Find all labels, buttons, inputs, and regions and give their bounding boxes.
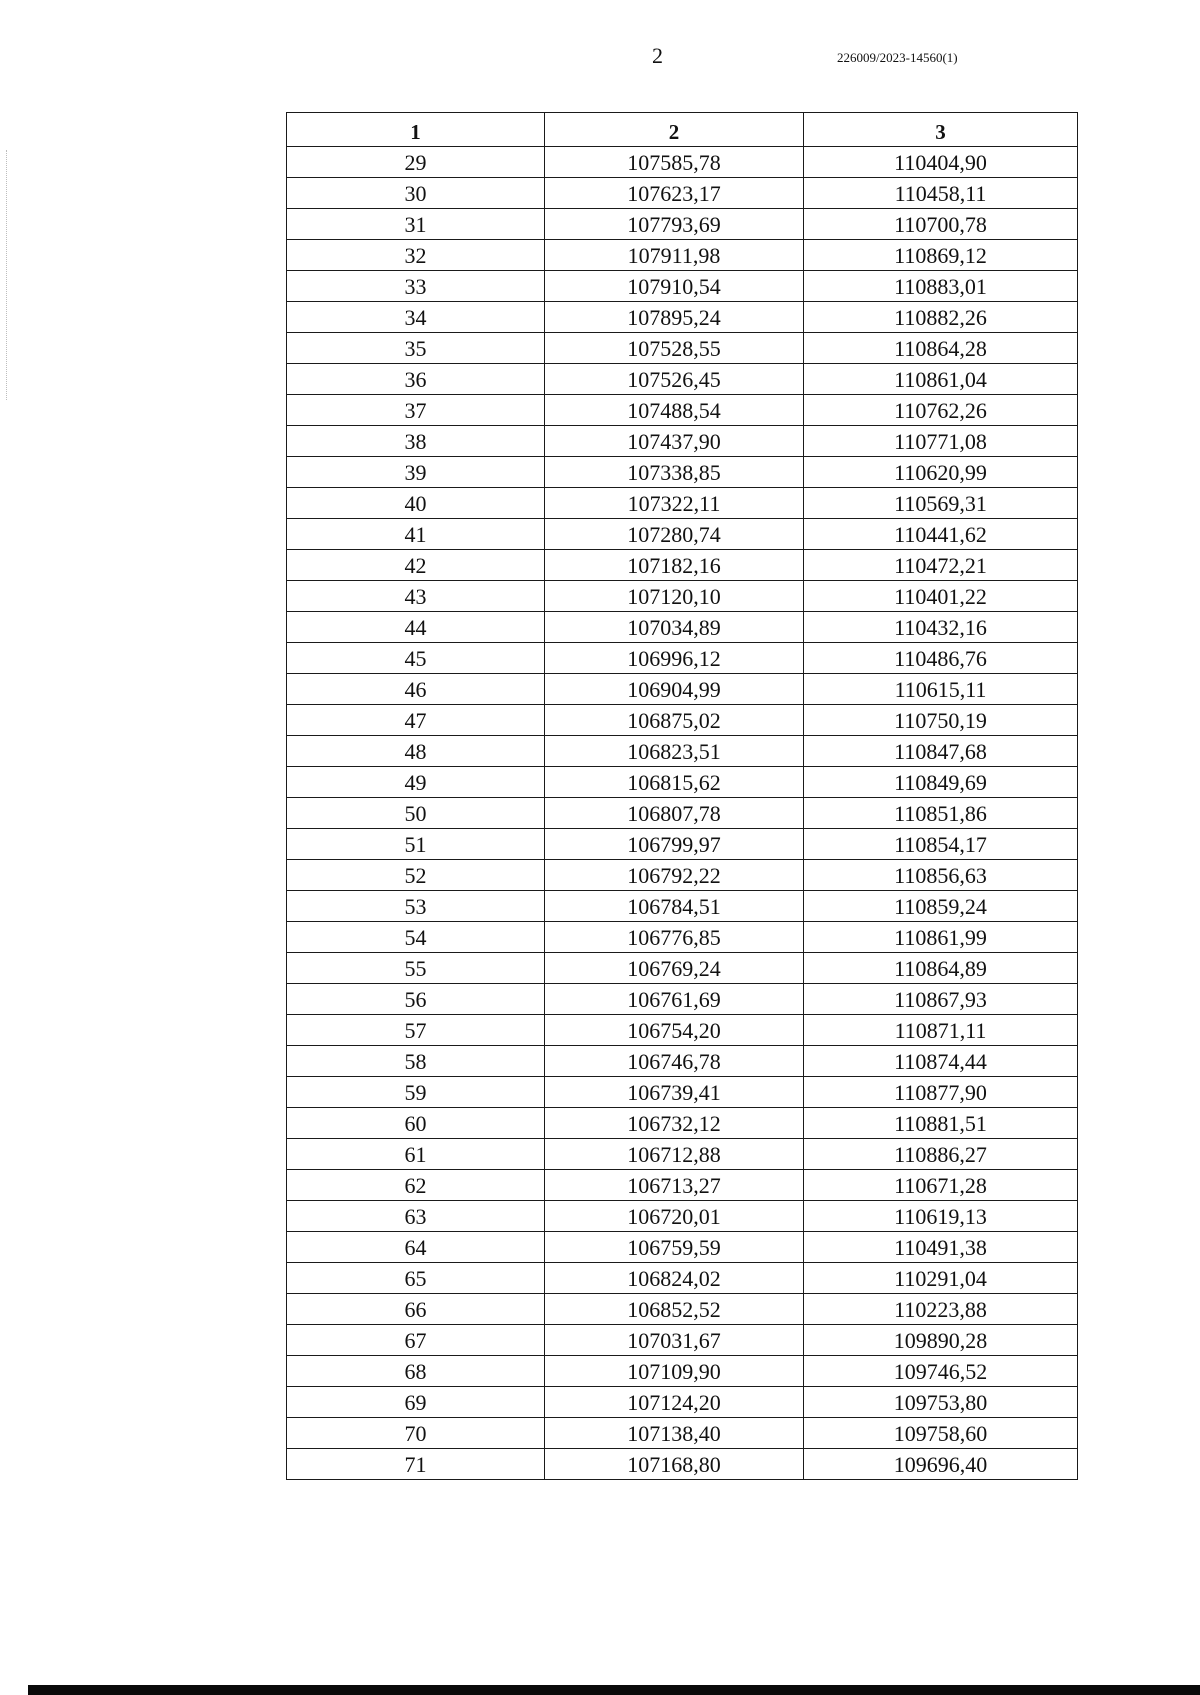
table-cell: 43: [287, 581, 545, 612]
table-cell: 110864,28: [804, 333, 1078, 364]
table-cell: 107526,45: [545, 364, 804, 395]
table-cell: 61: [287, 1139, 545, 1170]
table-cell: 106761,69: [545, 984, 804, 1015]
table-cell: 56: [287, 984, 545, 1015]
table-cell: 42: [287, 550, 545, 581]
table-row: [287, 519, 1078, 550]
table-cell: 41: [287, 519, 545, 550]
table-cell: 46: [287, 674, 545, 705]
table-row: [287, 395, 1078, 426]
table-row: [287, 209, 1078, 240]
table-cell: 110620,99: [804, 457, 1078, 488]
table-cell: 110671,28: [804, 1170, 1078, 1201]
table-cell: 30: [287, 178, 545, 209]
table-cell: 110883,01: [804, 271, 1078, 302]
table-cell: 45: [287, 643, 545, 674]
table-cell: 107120,10: [545, 581, 804, 612]
table-row: [287, 178, 1078, 209]
table-cell: 110871,11: [804, 1015, 1078, 1046]
table-row: [287, 643, 1078, 674]
table-row: [287, 550, 1078, 581]
table-cell: 33: [287, 271, 545, 302]
table-cell: 110854,17: [804, 829, 1078, 860]
table-cell: 109753,80: [804, 1387, 1078, 1418]
table-body: [287, 147, 1078, 1480]
table-cell: 106792,22: [545, 860, 804, 891]
table-row: [287, 798, 1078, 829]
table-cell: 106784,51: [545, 891, 804, 922]
table-cell: 31: [287, 209, 545, 240]
table-cell: 107322,11: [545, 488, 804, 519]
table-cell: 106807,78: [545, 798, 804, 829]
table-cell: 107031,67: [545, 1325, 804, 1356]
table-cell: 107793,69: [545, 209, 804, 240]
table-cell: 36: [287, 364, 545, 395]
table-cell: 110849,69: [804, 767, 1078, 798]
table-cell: 106823,51: [545, 736, 804, 767]
table-cell: 59: [287, 1077, 545, 1108]
table-cell: 106739,41: [545, 1077, 804, 1108]
page-number: 2: [652, 43, 663, 68]
column-header: 1: [287, 113, 545, 147]
table-cell: 37: [287, 395, 545, 426]
table-cell: 107623,17: [545, 178, 804, 209]
table-row: [287, 1108, 1078, 1139]
table-cell: 110404,90: [804, 147, 1078, 178]
table-cell: 110223,88: [804, 1294, 1078, 1325]
table-row: [287, 891, 1078, 922]
table-cell: 35: [287, 333, 545, 364]
table-cell: 50: [287, 798, 545, 829]
table-cell: 106746,78: [545, 1046, 804, 1077]
table-row: [287, 1046, 1078, 1077]
table-cell: 110856,63: [804, 860, 1078, 891]
table-cell: 107124,20: [545, 1387, 804, 1418]
table-cell: 110569,31: [804, 488, 1078, 519]
table-cell: 106799,97: [545, 829, 804, 860]
table-cell: 107182,16: [545, 550, 804, 581]
table-cell: 63: [287, 1201, 545, 1232]
table-row: [287, 1232, 1078, 1263]
table-row: [287, 240, 1078, 271]
table-row: [287, 271, 1078, 302]
table-cell: 32: [287, 240, 545, 271]
table-row: [287, 364, 1078, 395]
table-row: [287, 1015, 1078, 1046]
table-cell: 107911,98: [545, 240, 804, 271]
table-cell: 38: [287, 426, 545, 457]
table-row: [287, 674, 1078, 705]
table-cell: 48: [287, 736, 545, 767]
table-cell: 57: [287, 1015, 545, 1046]
table-cell: 109890,28: [804, 1325, 1078, 1356]
table-row: [287, 147, 1078, 178]
table-cell: 106904,99: [545, 674, 804, 705]
table-cell: 107109,90: [545, 1356, 804, 1387]
table-cell: 47: [287, 705, 545, 736]
table-cell: 110291,04: [804, 1263, 1078, 1294]
table-row: [287, 581, 1078, 612]
document-reference: 226009/2023-14560(1): [837, 50, 958, 65]
table-cell: 107437,90: [545, 426, 804, 457]
scan-edge-bar: [28, 1685, 1200, 1695]
table-cell: 109758,60: [804, 1418, 1078, 1449]
table-row: [287, 1170, 1078, 1201]
table-row: [287, 767, 1078, 798]
table-cell: 110491,38: [804, 1232, 1078, 1263]
table-cell: 107910,54: [545, 271, 804, 302]
table-cell: 106776,85: [545, 922, 804, 953]
table-header-row: [287, 113, 1078, 147]
table-cell: 110619,13: [804, 1201, 1078, 1232]
table-cell: 106754,20: [545, 1015, 804, 1046]
table-cell: 110874,44: [804, 1046, 1078, 1077]
table-row: [287, 984, 1078, 1015]
table-cell: 58: [287, 1046, 545, 1077]
table-row: [287, 302, 1078, 333]
table-cell: 110864,89: [804, 953, 1078, 984]
table-cell: 67: [287, 1325, 545, 1356]
table-cell: 110615,11: [804, 674, 1078, 705]
table-row: [287, 1325, 1078, 1356]
table-cell: 110847,68: [804, 736, 1078, 767]
table-cell: 110441,62: [804, 519, 1078, 550]
table-row: [287, 1418, 1078, 1449]
table-cell: 110700,78: [804, 209, 1078, 240]
table-cell: 106815,62: [545, 767, 804, 798]
table-cell: 107528,55: [545, 333, 804, 364]
table-cell: 110881,51: [804, 1108, 1078, 1139]
column-header: 3: [804, 113, 1078, 147]
table-cell: 54: [287, 922, 545, 953]
table-cell: 110771,08: [804, 426, 1078, 457]
table-cell: 106732,12: [545, 1108, 804, 1139]
table-cell: 52: [287, 860, 545, 891]
table-cell: 60: [287, 1108, 545, 1139]
table-row: [287, 612, 1078, 643]
table-cell: 53: [287, 891, 545, 922]
table-cell: 55: [287, 953, 545, 984]
table-cell: 110762,26: [804, 395, 1078, 426]
table-cell: 110869,12: [804, 240, 1078, 271]
table-cell: 106759,59: [545, 1232, 804, 1263]
table-cell: 110401,22: [804, 581, 1078, 612]
column-header: 2: [545, 113, 804, 147]
table-row: [287, 1139, 1078, 1170]
table-cell: 110886,27: [804, 1139, 1078, 1170]
table-row: [287, 1201, 1078, 1232]
table-cell: 110851,86: [804, 798, 1078, 829]
table-row: [287, 922, 1078, 953]
table-cell: 34: [287, 302, 545, 333]
table-cell: 107280,74: [545, 519, 804, 550]
table-row: [287, 426, 1078, 457]
table-row: [287, 829, 1078, 860]
table-cell: 106769,24: [545, 953, 804, 984]
table-cell: 110432,16: [804, 612, 1078, 643]
table-cell: 110750,19: [804, 705, 1078, 736]
table-cell: 110861,99: [804, 922, 1078, 953]
table-cell: 69: [287, 1387, 545, 1418]
table-cell: 51: [287, 829, 545, 860]
table-cell: 110882,26: [804, 302, 1078, 333]
table-cell: 62: [287, 1170, 545, 1201]
table-cell: 107895,24: [545, 302, 804, 333]
table-cell: 110877,90: [804, 1077, 1078, 1108]
table-row: [287, 705, 1078, 736]
table-cell: 71: [287, 1449, 545, 1480]
table-cell: 49: [287, 767, 545, 798]
table-cell: 107138,40: [545, 1418, 804, 1449]
table-row: [287, 953, 1078, 984]
table-cell: 65: [287, 1263, 545, 1294]
table-cell: 110867,93: [804, 984, 1078, 1015]
table-row: [287, 1449, 1078, 1480]
table-row: [287, 1294, 1078, 1325]
table-cell: 110458,11: [804, 178, 1078, 209]
table-cell: 109696,40: [804, 1449, 1078, 1480]
table-cell: 68: [287, 1356, 545, 1387]
table-cell: 110861,04: [804, 364, 1078, 395]
table-cell: 40: [287, 488, 545, 519]
table-cell: 39: [287, 457, 545, 488]
table-cell: 107034,89: [545, 612, 804, 643]
table-cell: 106824,02: [545, 1263, 804, 1294]
table-cell: 106712,88: [545, 1139, 804, 1170]
table-cell: 110859,24: [804, 891, 1078, 922]
table-cell: 44: [287, 612, 545, 643]
table-cell: 70: [287, 1418, 545, 1449]
table-cell: 64: [287, 1232, 545, 1263]
coordinates-table: [286, 112, 1078, 1480]
scan-margin-marks: [6, 150, 9, 400]
table-row: [287, 1077, 1078, 1108]
table-cell: 110472,21: [804, 550, 1078, 581]
table-cell: 106852,52: [545, 1294, 804, 1325]
table-row: [287, 1263, 1078, 1294]
table-cell: 107585,78: [545, 147, 804, 178]
table-row: [287, 1387, 1078, 1418]
table-cell: 107488,54: [545, 395, 804, 426]
table-row: [287, 333, 1078, 364]
table-cell: 66: [287, 1294, 545, 1325]
table-cell: 29: [287, 147, 545, 178]
table-row: [287, 1356, 1078, 1387]
table-row: [287, 457, 1078, 488]
table-cell: 107338,85: [545, 457, 804, 488]
table-cell: 106713,27: [545, 1170, 804, 1201]
table-cell: 110486,76: [804, 643, 1078, 674]
table-cell: 107168,80: [545, 1449, 804, 1480]
table-cell: 106720,01: [545, 1201, 804, 1232]
table-row: [287, 488, 1078, 519]
table-cell: 106875,02: [545, 705, 804, 736]
table-row: [287, 860, 1078, 891]
table-cell: 109746,52: [804, 1356, 1078, 1387]
table-row: [287, 736, 1078, 767]
table-cell: 106996,12: [545, 643, 804, 674]
